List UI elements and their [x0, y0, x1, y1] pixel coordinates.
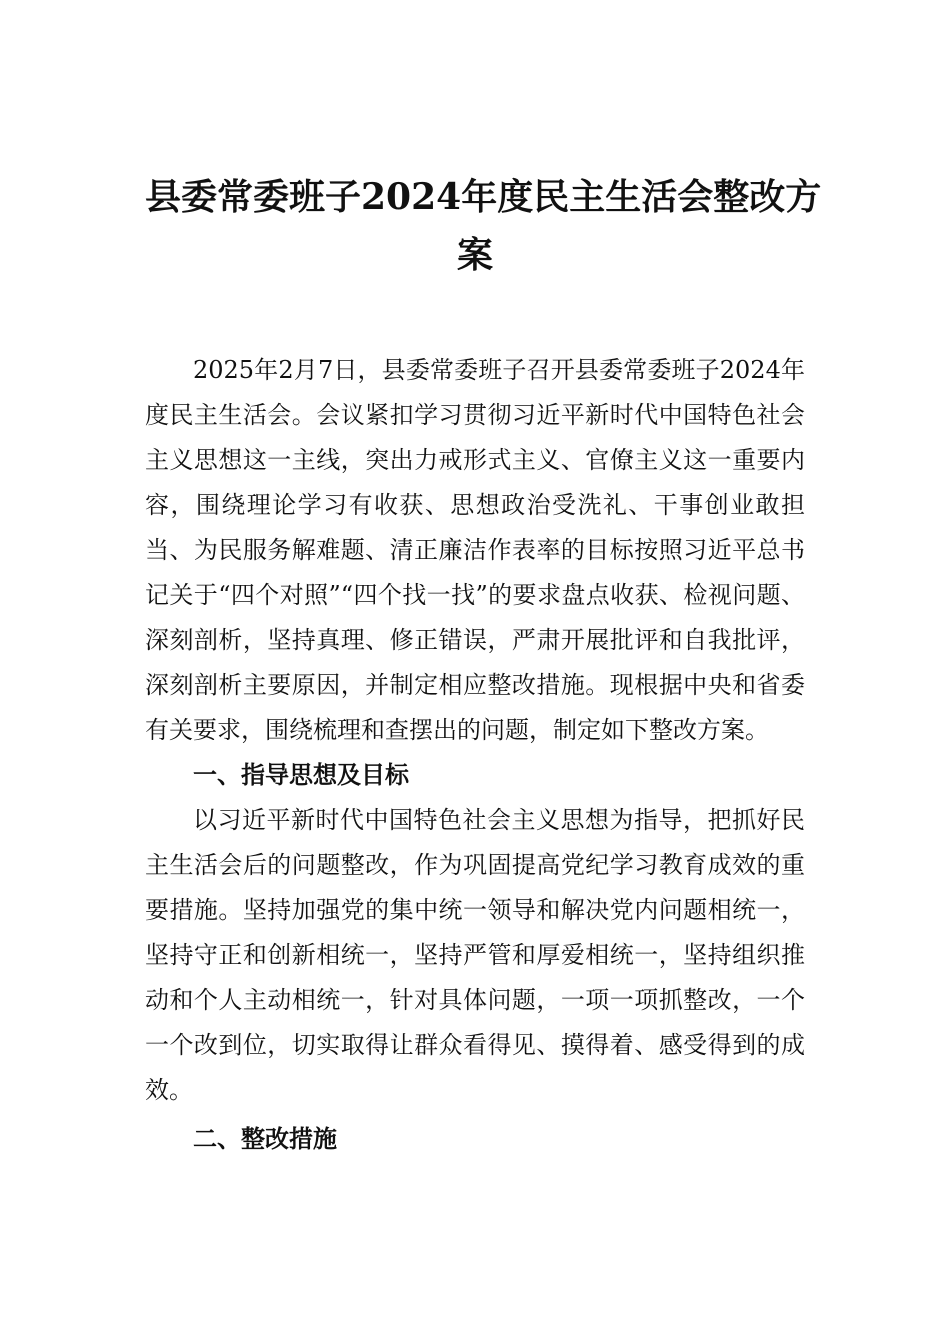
document-title-line-1: 县委常委班子2024年度民主生活会整改方	[145, 176, 822, 218]
guiding-ideology-paragraph: 以习近平新时代中国特色社会主义思想为指导，把抓好民主生活会后的问题整改，作为巩固提高党纪学习教育成效的重要措施。坚持加强党的集中统一领导和解决党内问题相统一，坚持守正和创新相统一，坚持严管和厚爱相统一，坚持组织推动和个人主动相统一，针对具体问题，一项一项抓整改，一个一个改到位，切实取得让群众看得见、摸得着、感受得到的成效。	[145, 806, 805, 1104]
section-heading-guiding-ideology: 一、指导思想及目标	[193, 761, 409, 789]
document-body	[145, 348, 805, 1162]
document-title-line-2: 案	[456, 234, 493, 276]
intro-paragraph: 2025年2月7日，县委常委班子召开县委常委班子2024年度民主生活会。会议紧扣学习贯彻习近平新时代中国特色社会主义思想这一主线，突出力戒形式主义、官僚主义这一重要内容，围绕理论学习有收获、思想政治受洗礼、干事创业敢担当、为民服务解难题、清正廉洁作表率的目标按照习近平总书记关于“四个对照”“四个找一找”的要求盘点收获、检视问题、深刻剖析，坚持真理、修正错误，严肃开展批评和自我批评，深刻剖析主要原因，并制定相应整改措施。现根据中央和省委有关要求，围绕梳理和查摆出的问题，制定如下整改方案。	[145, 356, 805, 744]
document-title	[145, 168, 822, 284]
section-heading-rectification-measures: 二、整改措施	[193, 1125, 337, 1153]
